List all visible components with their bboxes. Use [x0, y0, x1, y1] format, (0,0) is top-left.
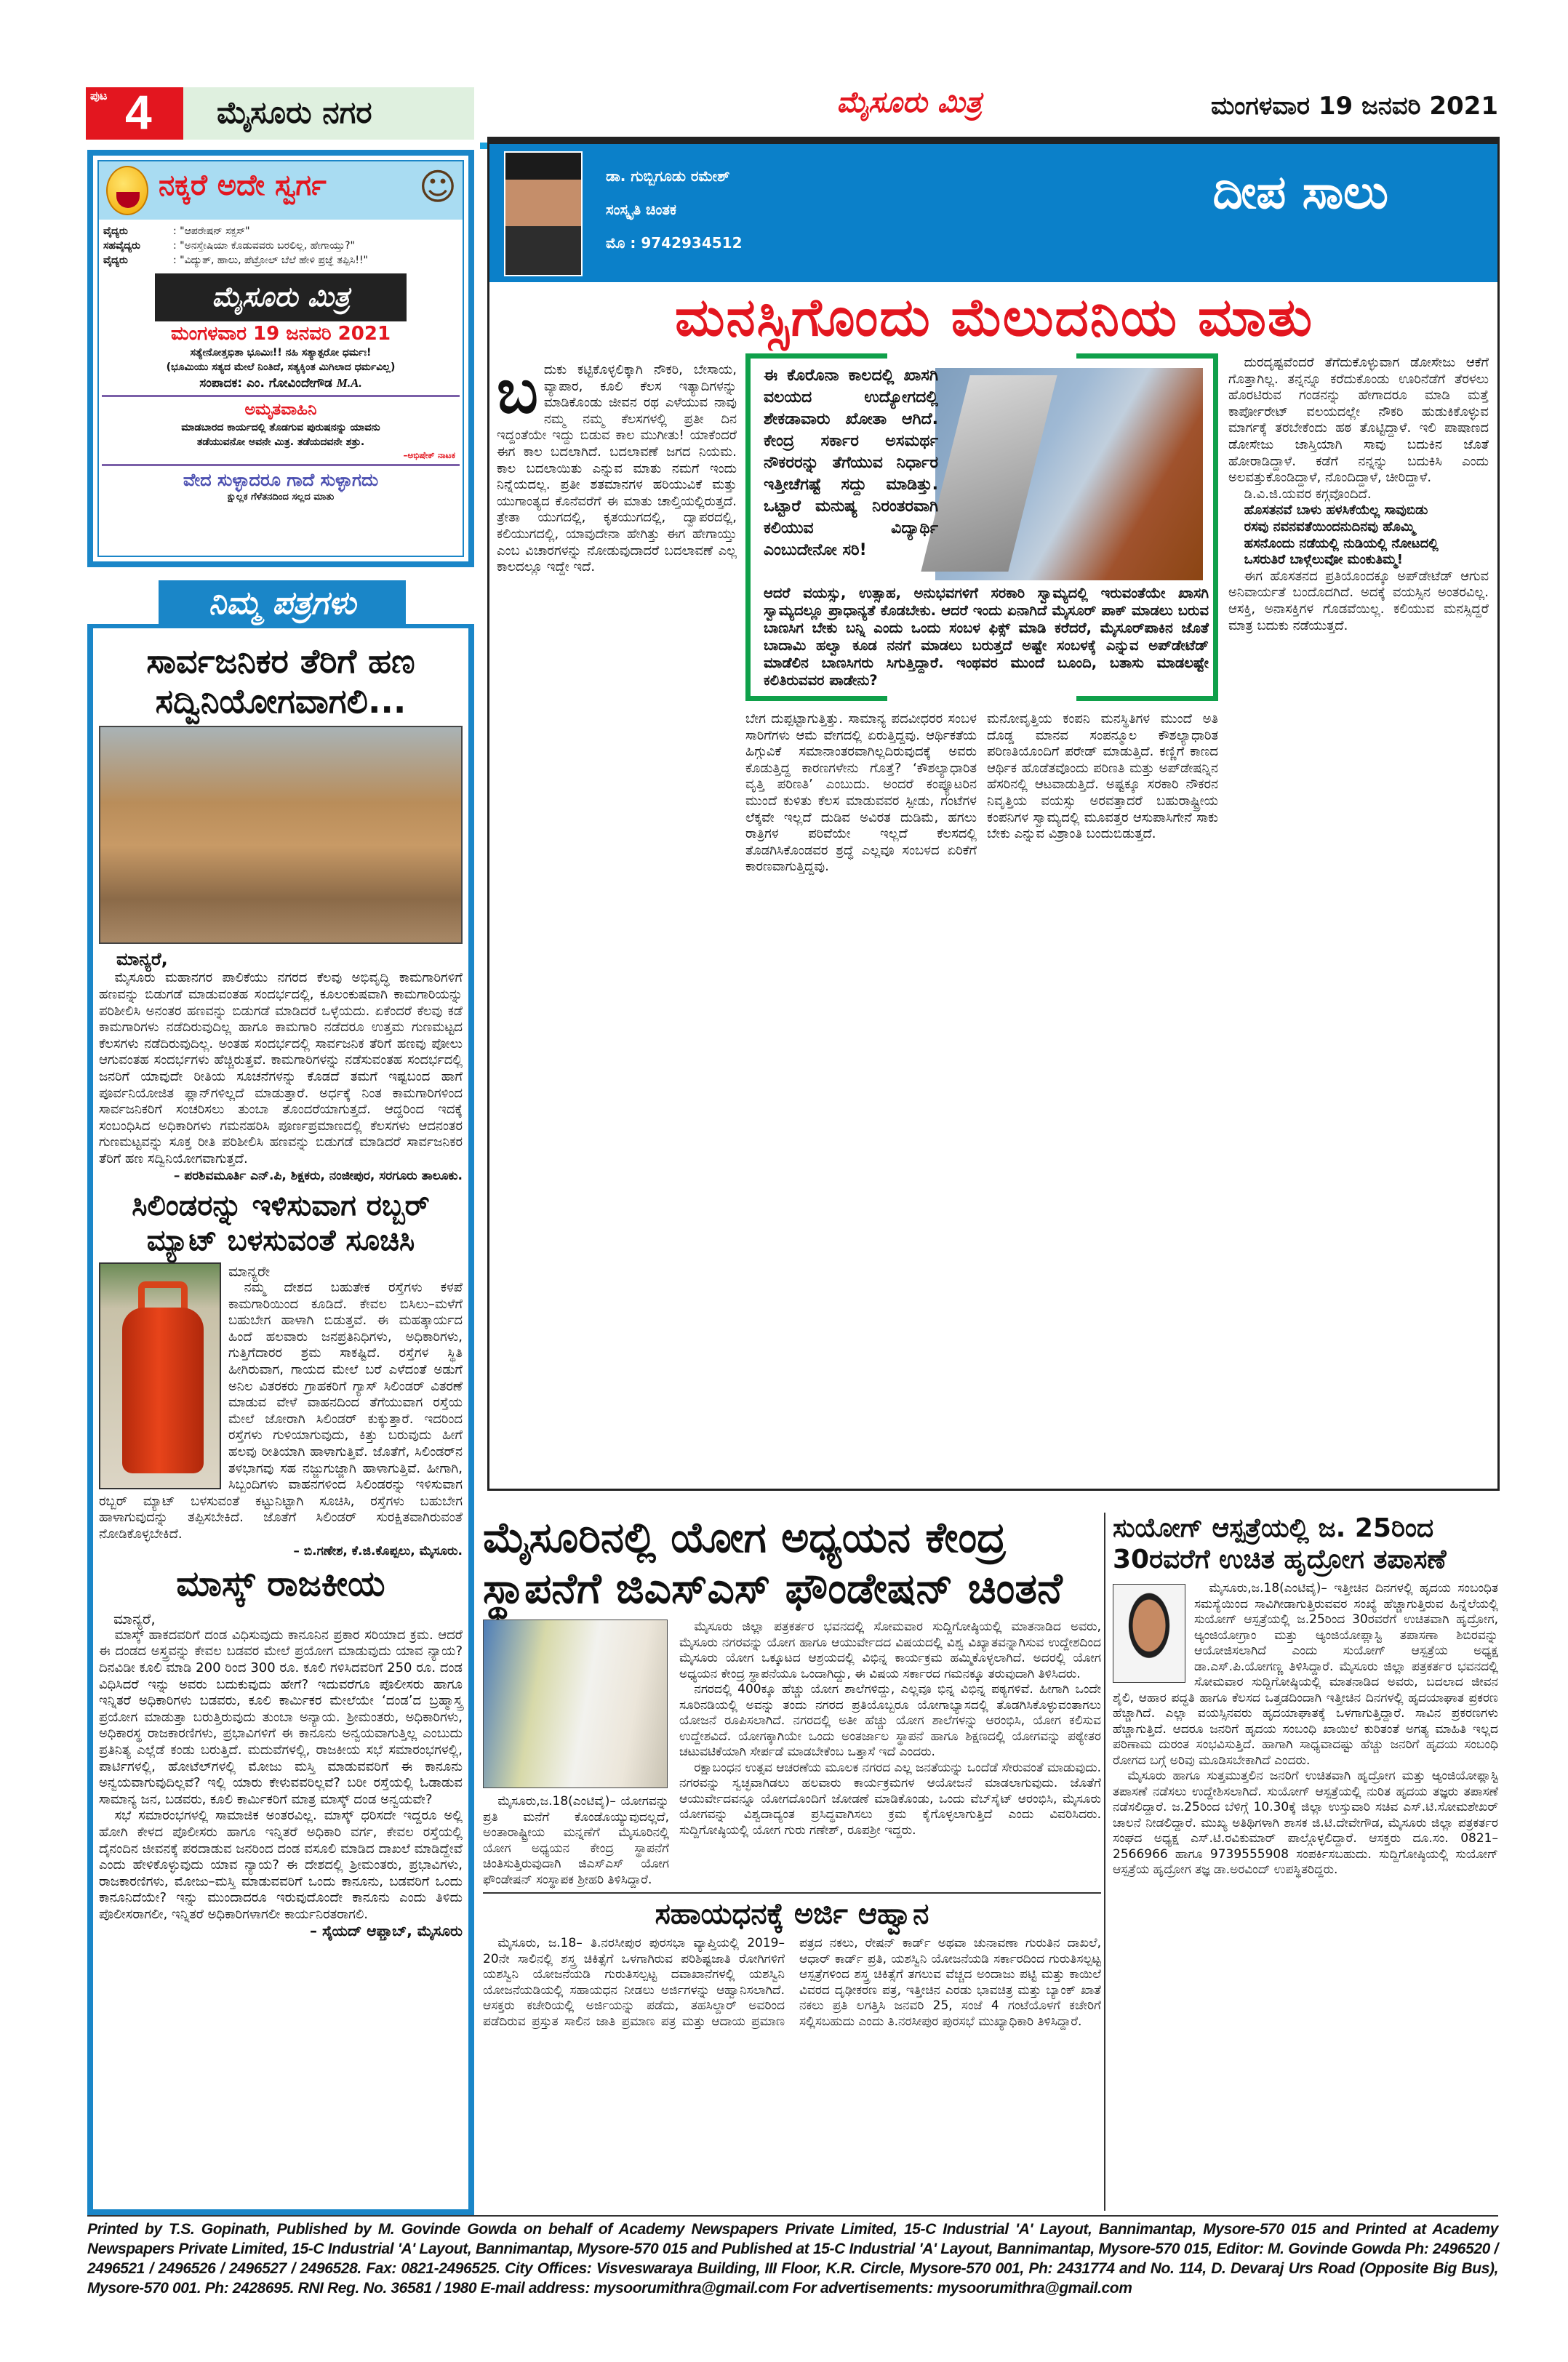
yoga-text: ರಕ್ಷಾಬಂಧನ ಉತ್ಸವ ಆಚರಣೆಯ ಮೂಲಕ ನಗರದ ಎಲ್ಲ ಜನತೆಯನ್ನು ಒಂದೆಡೆ ಸೇರುವಂತೆ ಮಾಡುವುದು. ನಗರವನ್ನು ಸ್ವಚ್ಛವಾಗಿಡಲು ಹಲವಾರು ಕಾರ್ಯಕ್ರಮಗಳ ಆಯೋಜನೆ ಮಾಡಲಾಗುವುದು. ಜೊತೆಗೆ ಆಯುರ್ವೇದವನ್ನೂ ಯೋಗದೊಂದಿಗೆ ಜೋಡಣೆ ಮಾಡಿಕೊಂಡು, ಒಂದು ವೆಬ್‌ಸೈಟ್ ಆರಂಭಿಸಿ, ಮೈಸೂರು ಯೋಗವನ್ನು ವಿಶ್ವದಾದ್ಯಂತ ಪ್ರಸಿದ್ಧವಾಗಿಸಲು ಕ್ರಮ ಕೈಗೊಳ್ಳಲಾಗುತ್ತಿದೆ ಎಂದು ವಿವರಿಸಿದರು. ಸುದ್ದಿಗೋಷ್ಠಿಯಲ್ಲಿ ಯೋಗ ಗುರು ಗಣೇಶ್, ರೂಪಶ್ರೀ ಇದ್ದರು.: [679, 1760, 1101, 1838]
yoga-and-appeal-section: [483, 1513, 1101, 2030]
article-text: ಡಿ.ವಿ.ಜಿ.ಯವರ ಕಗ್ಗವೊಂದಿದೆ.: [1244, 486, 1372, 502]
highlight-box: [745, 353, 1218, 701]
joke-line: [103, 224, 458, 239]
article-text: ದುರದೃಷ್ಟವೆಂದರೆ ತೆಗೆದುಕೊಳ್ಳುವಾಗ ಡೋಸೇಜು ಆಕೆಗೆ ಗೊತ್ತಾಗಿಲ್ಲ. ತನ್ನನ್ನೂ ಕರೆದುಕೊಂಡು ಊರಿನೆಡೆಗೆ ತೆರಳಲು ಹೊರಟಿರುವ ಗಂಡನನ್ನು ಹೇಗಾದರೂ ಮಾಡಿ ಮತ್ತೆ ಕಾರ್ಪೋರೇಟ್ ವಲಯದಲ್ಲೇ ನೌಕರಿ ಹುಡುಕಿಕೊಳ್ಳುವ ಮಾರ್ಗಕ್ಕೆ ತರಬೇಕೆಂದು ಹಠ ತೊಟ್ಟಿದ್ದಾಳೆ. ಇಲಿ ಪಾಷಾಣದ ಡೋಸೇಜು ಜಾಸ್ತಿಯಾಗಿ ಸಾವು ಬದುಕಿನ ಜೊತೆ ಹೋರಾಡಿದ್ದಾಳೆ. ಕಡೆಗೆ ನನ್ನನ್ನು ಬದುಕಿಸಿ ಎಂದು ಅಲವತ್ತುಕೊಂಡಿದ್ದಾಳೆ, ನೊಂದಿದ್ದಾಳೆ, ಚೀರಿದ್ದಾಳೆ.: [1228, 355, 1489, 486]
author-name: ಡಾ. ಗುಬ್ಬಿಗೂಡು ರಮೇಶ್: [606, 167, 730, 185]
hospital-article: [1113, 1581, 1498, 1878]
letter-text: ನಮ್ಮ ದೇಶದ ಬಹುತೇಕ ರಸ್ತೆಗಳು ಕಳಪೆ ಕಾಮಗಾರಿಯಿಂದ ಕೂಡಿದೆ. ಕೇವಲ ಬಿಸಿಲು–ಮಳೆಗೆ ಬಹುಬೇಗ ಹಾಳಾಗಿ ಬಿಡುತ್ತವೆ. ಈ ಮಹತ್ಕಾರ್ಯದ ಹಿಂದೆ ಹಲವಾರು ಜನಪ್ರತಿನಿಧಿಗಳು, ಅಧಿಕಾರಿಗಳು, ಗುತ್ತಿಗೆದಾರರ ಶ್ರಮ ಸಾಕಷ್ಟಿದೆ. ರಸ್ತೆಗಳ ಸ್ಥಿತಿ ಹೀಗಿರುವಾಗ, ಗಾಯದ ಮೇಲೆ ಬರೆ ಎಳೆದಂತೆ ಅಡುಗೆ ಅನಿಲ ವಿತರಕರು ಗ್ರಾಹಕರಿಗೆ ಗ್ಯಾಸ್ ಸಿಲಿಂಡರ್ ವಿತರಣೆ ಮಾಡುವ ವೇಳೆ ವಾಹನದಿಂದ ತೆಗೆಯುವಾಗ ರಸ್ತೆಯ ಮೇಲೆ ಜೋರಾಗಿ ಸಿಲಿಂಡರ್ ಕುಕ್ಕುತ್ತಾರೆ. ಇದರಿಂದ ರಸ್ತೆಗಳು ಗುಳಿಯಾಗುವುದು, ಕಿತ್ತು ಬರುವುದು ಹೀಗೆ ಹಲವು ರೀತಿಯಾಗಿ ಹಾಳಾಗುತ್ತಿವೆ. ಜೊತೆಗೆ, ಸಿಲಿಂಡರ್‌ನ ತಳಭಾಗವು ಸಹ ನಜ್ಜುಗುಜ್ಜಾಗಿ ಹಾಳಾಗುತ್ತಿವೆ. ಹೀಗಾಗಿ, ಸಿಬ್ಬಂದಿಗಳು ವಾಹನಗಳಿಂದ ಸಿಲಿಂಡರನ್ನು ಇಳಿಸುವಾಗ ರಬ್ಬರ್ ಮ್ಯಾಟ್ ಬಳಸುವಂತೆ ಕಟ್ಟುನಿಟ್ಟಾಗಿ ಸೂಚಿಸಿ, ರಸ್ತೆಗಳು ಬಹುಬೇಗ ಹಾಳಾಗುವುದನ್ನು ತಪ್ಪಿಸಬೇಕಿದೆ. ಜೊತೆಗೆ ಸಿಲಿಂಡರ್ ಸುರಕ್ಷಿತವಾಗಿರುವಂತೆ ನೋಡಿಕೊಳ್ಳಬೇಕಿದೆ.: [99, 1280, 463, 1542]
yoga-text: ಮೈಸೂರು ಜಿಲ್ಲಾ ಪತ್ರಕರ್ತರ ಭವನದಲ್ಲಿ ಸೋಮವಾರ ಸುದ್ದಿಗೋಷ್ಠಿಯಲ್ಲಿ ಮಾತನಾಡಿದ ಅವರು, ಮೈಸೂರು ನಗರವನ್ನು ಯೋಗ ಹಾಗೂ ಆಯುರ್ವೇದದ ವಿಷಯದಲ್ಲಿ ವಿಶ್ವ ವಿಖ್ಯಾತವನ್ನಾಗಿಸುವ ಉದ್ದೇಶದಿಂದ ಮೈಸೂರು ಯೋಗ ಒಕ್ಕೂಟದ ಆಶ್ರಯದಲ್ಲಿ ವಿಭಿನ್ನ ಕಾರ್ಯಕ್ರಮ ಹಮ್ಮಿಕೊಳ್ಳಲಾಗಿದೆ. ಅದರಲ್ಲಿ ಯೋಗ ಅಧ್ಯಯನ ಕೇಂದ್ರ ಸ್ಥಾಪನೆಯೂ ಒಂದಾಗಿದ್ದು, ಈ ವಿಷಯ ಸರ್ಕಾರದ ಗಮನಕ್ಕೂ ತರುವುದಾಗಿ ತಿಳಿಸಿದರು.: [679, 1620, 1101, 1681]
letters-header: ನಿಮ್ಮ ಪತ್ರಗಳು: [159, 580, 406, 628]
joke-speaker: ವೈದ್ಯರು: [103, 255, 128, 266]
feature-headline: ಮನಸ್ಸಿಗೊಂದು ಮೆಲುದನಿಯ ಮಾತು: [674, 287, 1314, 348]
page-number-badge: [86, 87, 183, 140]
proverb-title: ವೇದ ಸುಳ್ಳಾದರೂ ಗಾದೆ ಸುಳ್ಳಾಗದು: [183, 470, 379, 490]
letter-headline: ಮಾಸ್ಕ್ ರಾಜಕೀಯ: [176, 1564, 385, 1605]
article-text: ಮನೋವೃತ್ತಿಯ ಕಂಪನಿ ಮನಸ್ಥಿತಿಗಳ ಮುಂದೆ ಅತಿ ದೊಡ್ಡ ಮಾನವ ಸಂಪನ್ಮೂಲ ಕೌಶಲ್ಯಾಧಾರಿತ ಪರಿಣತಿಯೊಂದಿಗೆ ಪರೇಡ್ ಮಾಡುತ್ತಿದೆ. ಕಣ್ಣಿಗೆ ಕಾಣದ ಆರ್ಥಿಕ ಹೊಡೆತವೊಂದು ಪರಿಣತಿ ಮತ್ತು ಅಪ್‌ಡೇಷನ್ನಿನ ಹೆಸರಿನಲ್ಲಿ ಆಟವಾಡುತ್ತಿದೆ. ಅಷ್ಟಕ್ಕೂ ಸರಕಾರಿ ನೌಕರನ ನಿವೃತ್ತಿಯ ವಯಸ್ಸು ಅರವತ್ತಾದರೆ ಬಹುರಾಷ್ಟ್ರೀಯ ಕಂಪನಿಗಳ ಸ್ವಾಮ್ಯದಲ್ಲಿ ಮೂವತ್ತರ ಆಸುಪಾಸಿಗೇನೆ ಸಾಕು ಬೇಕು ಎನ್ನುವ ವಿಶ್ರಾಂತಿ ಬಂದುಬಿಡುತ್ತದೆ.: [987, 711, 1218, 842]
masthead-logo: ಮೈಸೂರು ಮಿತ್ರ: [155, 273, 407, 321]
joke-title: ನಕ್ಕರೆ ಅದೇ ಸ್ವರ್ಗ: [159, 169, 327, 202]
highlight-text: ಆದರೆ ವಯಸ್ಸು, ಉತ್ಸಾಹ, ಅನುಭವಗಳಿಗೆ ಸರಕಾರಿ ಸ್ವಾಮ್ಯದಲ್ಲಿ ಇರುವಂತೆಯೇ ಖಾಸಗಿ ಸ್ವಾಮ್ಯದಲ್ಲೂ ಪ್ರಾಧಾನ್ಯತೆ ಕೊಡಬೇಕು. ಆದರೆ ಇಂದು ಏನಾಗಿದೆ ಮೈಸೂರ್ ಪಾಕ್ ಮಾಡಲು ಬರುವ ಬಾಣಸಿಗ ಬೇಕು ಬನ್ನಿ ಎಂದು ಒಂದು ಸಂಬಳ ಫಿಕ್ಸ್ ಮಾಡಿ ಕರೆದರೆ, ಮೈಸೂರ್‌ಪಾಕಿನ ಜೊತೆ ಬಾದಾಮಿ ಹಲ್ವಾ ಕೂಡ ನನಗೆ ಮಾಡಲು ಬರುತ್ತದೆ ಅಷ್ಟೇ ಸಂಬಳಕ್ಕೆ ಎನ್ನುವ ಅಪ್‌ಡೇಟೆಡ್ ಮಾಡೆಲಿನ ಬಾಣಸಿಗರು ಸಿಗುತ್ತಿದ್ದಾರೆ. ಇಂಥವರ ಮುಂದೆ ಬೂಂದಿ, ಬತಾಸು ಮಾಡಲಷ್ಟೇ ಕಲಿತಿರುವವರ ಪಾಡೇನು?: [764, 585, 1209, 689]
yoga-headline-line: ಸ್ಥಾಪನೆಗೆ ಜಿಎಸ್‌ಎಸ್ ಫೌಂಡೇಷನ್ ಚಿಂತನೆ: [483, 1563, 1063, 1613]
joke-text: : "ಅನಸ್ತೇಷಿಯಾ ಕೊಡುವವರು ಬರಲಿಲ್ಲ, ಹೇಗಾಯ್ತು?": [173, 240, 355, 252]
article-text: ಬೇಗ ದುಪ್ಪಟ್ಟಾಗುತ್ತಿತ್ತು. ಸಾಮಾನ್ಯ ಪದವೀಧರರ ಸಂಬಳ ಸಾರಿಗೆಗಳು ಆಮೆ ವೇಗದಲ್ಲಿ ಏರುತ್ತಿದ್ದವು. ಆರ್ಥಿಕತೆಯ ಹಿಗ್ಗುವಿಕೆ ಸಮಾನಾಂತರವಾಗಿಲ್ಲದಿರುವುದಕ್ಕೆ ಅವರು ಕೊಡುತ್ತಿದ್ದ ಕಾರಣಗಳೇನು ಗೊತ್ತೆ? ‘ಕೌಶಲ್ಯಾಧಾರಿತ ವೃತ್ತಿ ಪರಿಣತಿ’ ಎಂಬುದು. ಅಂದರೆ ಕಂಪ್ಯೂಟರಿನ ಮುಂದೆ ಕುಳಿತು ಕೆಲಸ ಮಾಡುವವರ ಸ್ಪೀಡು, ಗಂಟೆಗಳ ಲೆಕ್ಕವೇ ಇಲ್ಲದೆ ದುಡಿವ ಅವಿರತ ದುಡಿಮೆ, ಹಗಲು ರಾತ್ರಿಗಳ ಪರಿವೆಯೇ ಇಲ್ಲದೆ ಕೆಲಸದಲ್ಲಿ ತೊಡಗಿಸಿಕೊಂಡವರ ಶ್ರದ್ಧೆ ಎಲ್ಲವೂ ಸಂಬಳದ ಏರಿಕೆಗೆ ಕಾರಣವಾಗುತ್ತಿದ್ದವು.: [745, 711, 977, 875]
divider: [102, 464, 460, 466]
column-name: ದೀಪ ಸಾಲು: [1212, 166, 1388, 220]
hospital-section: [1113, 1513, 1498, 1878]
column-banner: [489, 144, 1497, 287]
poem-line: ಹಸನೊಂದು ನಡೆಯಲ್ಲಿ ನುಡಿಯಲ್ಲಿ ನೋಟದಲ್ಲಿ: [1244, 535, 1439, 551]
article-column: [745, 711, 977, 876]
yoga-column: [483, 1620, 669, 1888]
amrutavahini-line: ತಡೆಯುವನೋ ಅವನೇ ಮಿತ್ರ. ತಡೆಯದವನೇ ಶತ್ರು.: [196, 436, 365, 448]
cartoon-man-icon: ☺: [418, 166, 457, 208]
letter-text: ಮೈಸೂರು ಮಹಾನಗರ ಪಾಲಿಕೆಯು ನಗರದ ಕೆಲವು ಅಭಿವೃದ್ಧಿ ಕಾಮಗಾರಿಗಳಿಗೆ ಹಣವನ್ನು ಬಿಡುಗಡೆ ಮಾಡುವಂತಹ ಸಂದರ್ಭದಲ್ಲಿ, ಕೂಲಂಕುಷವಾಗಿ ಕಾಮಗಾರಿಯನ್ನು ಪರಿಶೀಲಿಸಿ ಅನಂತರ ಹಣವನ್ನು ಬಿಡುಗಡೆ ಮಾಡಿದರೆ ಒಳ್ಳೆಯದು. ಏಕೆಂದರೆ ಕೆಲವು ಕಡೆ ಕಾಮಗಾರಿಗಳು ನಡೆದಿರುವುದಿಲ್ಲ ಹಾಗೂ ಕಾಮಗಾರಿ ನಡೆದರೂ ಉತ್ತಮ ಗುಣಮಟ್ಟದ ಕೆಲಸಗಳು ನಡೆದಿರುವುದಿಲ್ಲ. ಅಂತಹ ಸಂದರ್ಭದಲ್ಲಿ ಸಾರ್ವಜನಿಕ ತೆರಿಗೆ ಹಣವು ಪೋಲು ಆಗುವಂತಹ ಸಂದರ್ಭಗಳು ಹೆಚ್ಚಿರುತ್ತವೆ. ಕಾಮಗಾರಿಗಳನ್ನು ನಡೆಸುವಂತಹ ಸಂದರ್ಭದಲ್ಲಿ ಜನರಿಗೆ ಯಾವುದೇ ರೀತಿಯ ಸೂಚನೆಗಳನ್ನು ಕೊಡದೆ ತಮಗೆ ಇಷ್ಟಬಂದ ಹಾಗೆ ಪೂರ್ವನಿಯೋಜಿತ ಪ್ಲಾನ್‌ಗಳಿಲ್ಲದೆ ಮಾಡುತ್ತಾರೆ. ಅರ್ಧಕ್ಕೆ ನಿಂತ ಕಾಮಗಾರಿಗಳಿಂದ ಸಾರ್ವಜನಿಕರಿಗೆ ಸಂಚರಿಸಲು ತುಂಬಾ ತೊಂದರೆಯಾಗುತ್ತದೆ. ಆದ್ದರಿಂದ ಇದಕ್ಕೆ ಸಂಬಂಧಿಸಿದ ಅಧಿಕಾರಿಗಳು ಗಮನಹರಿಸಿ ಪೂರ್ಣಪ್ರಮಾಣದಲ್ಲಿ ಕೆಲಸಗಳು ಆದನಂತರ ಗುಣಮಟ್ಟವನ್ನು ಸೂಕ್ತ ರೀತಿ ಪರಿಶೀಲಿಸಿ ಹಣವನ್ನು ಬಿಡುಗಡೆ ಮಾಡಿದರೆ ಸಾರ್ವಜನಿಕರ ತೆರಿಗೆ ಹಣ ಸದ್ವಿನಿಯೋಗವಾಗುತ್ತದೆ.: [99, 970, 463, 1166]
joke-dialogue: [99, 220, 463, 268]
press-meet-photo: [483, 1620, 668, 1788]
letter-signature: – ಬಿ.ಗಣೇಶ, ಕೆ.ಜಿ.ಕೊಪ್ಪಲು, ಮೈಸೂರು.: [293, 1543, 463, 1558]
yoga-text: ನಗರದಲ್ಲಿ 400ಕ್ಕೂ ಹೆಚ್ಚು ಯೋಗ ಶಾಲೆಗಳಿದ್ದು, ಎಲ್ಲವೂ ಭಿನ್ನ ವಿಭಿನ್ನ ಪಠ್ಯಗಳಿವೆ. ಹೀಗಾಗಿ ಒಂದೇ ಸೂರಿನಡಿಯಲ್ಲಿ ಅವನ್ನು ತಂದು ನಗರದ ಪ್ರತಿಯೊಬ್ಬರೂ ಯೋಗಾಭ್ಯಾಸದಲ್ಲಿ ತೊಡಗಿಸಿಕೊಳ್ಳುವಂತಾಗಲು ಯೋಜನೆ ರೂಪಿಸಲಾಗಿದೆ. ನಗರದಲ್ಲಿ ಅತೀ ಹೆಚ್ಚು ಯೋಗ ಶಾಲೆಗಳನ್ನು ಆರಂಭಿಸಿ, ಯೋಗ ಕಲಿಸುವ ಉದ್ದೇಶವಿದೆ. ಯೋಗಕ್ಕಾಗಿಯೇ ಒಂದು ಅಂತರ್ಜಾಲ ಸ್ಥಾಪನೆ ಹಾಗೂ ಶಿಕ್ಷಣದಲ್ಲಿ ಯೋಗವನ್ನು ಪಠ್ಯೇತರ ಚಟುವಟಿಕೆಯಾಗಿ ಸೇರ್ಪಡೆ ಮಾಡಬೇಕೆಂಬ ಒತ್ತಾಸೆ ಇದೆ ಎಂದರು.: [679, 1682, 1101, 1760]
divider: [102, 395, 460, 397]
motto-sanskrit: ಸತ್ಯೇನೋತ್ತಭಿತಾ ಭೂಮಿಃ!! ನಹಿ ಸತ್ಯಾತ್ಪರೋ ಧರ್ಮಃ!: [190, 347, 372, 359]
hospital-headline-line: ಸುಯೋಗ್ ಆಸ್ಪತ್ರೆಯಲ್ಲಿ ಜ. 25ರಿಂದ: [1113, 1513, 1434, 1543]
yoga-article: [483, 1620, 1101, 1888]
joke-speaker: ಸಹವೈದ್ಯರು: [103, 240, 140, 252]
page-label: ಪುಟ: [90, 89, 108, 103]
imprint-footer: Printed by T.S. Gopinath, Published by M. Govinde Gowda on behalf of Academy Newspapers Private Limited, 15-C Industrial 'A' Layout, Bannimantap, Mysore-570 015 and Printed at Academy Newspapers Private Limited, 15-C Industrial 'A' Layout, Bannimantap, Mysore-570 015 and Published at 15-C Industrial 'A' Layout, Bannimantap, Mysore-570 015, Editor: M. Govinde Gowda Ph: 2496520 / 2496521 / 2496526 / 2496527 / 2496528. Fax: 0821-2496525. City Offices: Visveswaraya Building, III Floor, K.R. Circle, Mysore-570 001, Ph: 2431774 and No. 114, D. Devaraj Urs Road (Opposite Big Bus), Mysore-570 001. Ph: 2428695. RNI Reg. No. 36581 / 1980 E-mail address: mysoorumithra@gmail.com For advertisements: mysoorumithra@gmail.com: [87, 2221, 1498, 2297]
article-text: ಈಗ ಹೊಸತನದ ಪ್ರತಿಯೊಂದಕ್ಕೂ ಅಪ್‌ಡೇಟೆಡ್ ಆಗುವ ಅನಿವಾರ್ಯತೆ ಬಂದೊದಗಿದೆ. ಅದಕ್ಕೆ ವಯಸ್ಸಿನ ಅಂತರವಿಲ್ಲ. ಆಸಕ್ತಿ, ಅನಾಸಕ್ತಿಗಳ ಗೊಡವೆಯಿಲ್ಲ. ಕಲಿಯುವ ಮನಸ್ಸಿದ್ದರೆ ಮಾತ್ರ ಬದುಕು ನಡೆಯುತ್ತದೆ.: [1228, 568, 1489, 633]
drop-cap: ಬ: [497, 356, 538, 427]
column-rule: [1104, 1513, 1105, 2211]
letter-signature: – ಪರಶಿವಮೂರ್ತಿ ಎನ್.ಪಿ, ಶಿಕ್ಷಕರು, ನಂಜೀಪುರ, ಸರಗೂರು ತಾಲೂಕು.: [173, 1168, 463, 1183]
yoga-headline: [483, 1513, 1101, 1614]
appeal-text: ಮೈಸೂರು, ಜ.18– ತಿ.ನರಸೀಪುರ ಪುರಸಭಾ ವ್ಯಾಪ್ತಿಯಲ್ಲಿ 2019–20ನೇ ಸಾಲಿನಲ್ಲಿ ಶಸ್ತ್ರ ಚಿಕಿತ್ಸೆಗೆ ಒಳಗಾಗಿರುವ ಪರಿಶಿಷ್ಟಜಾತಿ ರೋಗಿಗಳಿಗೆ ಯಶಸ್ವಿನಿ ಯೋಜನೆಯಡಿ ಗುರುತಿಸಲ್ಪಟ್ಟ ದವಾಖಾನೆಗಳಲ್ಲಿ ಯಶಸ್ವಿನಿ ಯೋಜನೆಯಡಿಯಲ್ಲಿ ಸಹಾಯಧನ ನೀಡಲು ಅರ್ಜಿಗಳನ್ನು ಆಹ್ವಾನಿಸಲಾಗಿದೆ. ಆಸಕ್ತರು ಕಚೇರಿಯಲ್ಲಿ ಅರ್ಜಿಯನ್ನು ಪಡೆದು, ತಹಸಿಲ್ದಾರ್ ಅವರಿಂದ ಪಡೆದಿರುವ ಪ್ರಸ್ತುತ ಸಾಲಿನ ಜಾತಿ ಪ್ರಮಾಣ ಪತ್ರ ಮತ್ತು ಆದಾಯ ಪ್ರಮಾಣ ಪತ್ರದ ನಕಲು, ರೇಷನ್ ಕಾರ್ಡ್ ಅಥವಾ ಚುನಾವಣಾ ಗುರುತಿನ ದಾಖಲೆ, ಆಧಾರ್ ಕಾರ್ಡ್ ಪ್ರತಿ, ಯಶಸ್ವಿನಿ ಯೋಜನೆಯಡಿ ಸರ್ಕಾರದಿಂದ ಗುರುತಿಸಲ್ಪಟ್ಟ ಆಸ್ಪತ್ರೆಗಳಿಂದ ಶಸ್ತ್ರ ಚಿಕಿತ್ಸೆಗೆ ತಗಲುವ ವೆಚ್ಚದ ಅಂದಾಜು ಪಟ್ಟಿ ಮತ್ತು ಕಾಯಿಲೆ ವಿವರದ ದೃಢೀಕರಣ ಪತ್ರ, ಇತ್ತೀಚಿನ ಎರಡು ಭಾವಚಿತ್ರ ಮತ್ತು ಬ್ಯಾಂಕ್ ಖಾತೆ ನಕಲು ಪ್ರತಿ ಲಗತ್ತಿಸಿ ಜನವರಿ 25, ಸಂಜೆ 4 ಗಂಟೆಯೊಳಗೆ ಕಚೇರಿಗೆ ಸಲ್ಲಿಸಬಹುದು ಎಂದು ತಿ.ನರಸೀಪುರ ಪುರಸಭೆ ಮುಖ್ಯಾಧಿಕಾರಿ ತಿಳಿಸಿದ್ದಾರೆ.: [483, 1936, 1101, 2029]
section-title: ಮೈಸೂರು ನಗರ: [183, 87, 474, 140]
article-column: [497, 356, 737, 576]
article-column: [987, 711, 1218, 843]
letter-text: ಮಾಸ್ಕ್ ಹಾಕದವರಿಗೆ ದಂಡ ವಿಧಿಸುವುದು ಕಾನೂನಿನ ಪ್ರಕಾರ ಸರಿಯಾದ ಕ್ರಮ. ಆದರೆ ಈ ದಂಡದ ಅಸ್ತ್ರವನ್ನು ಕೇವಲ ಬಡವರ ಮೇಲೆ ಪ್ರಯೋಗ ಮಾಡುವುದು ಯಾವ ನ್ಯಾಯ? ದಿನವಿಡೀ ಕೂಲಿ ಮಾಡಿ 200 ರಿಂದ 300 ರೂ. ಕೂಲಿ ಗಳಿಸಿದವರಿಗೆ 250 ರೂ. ದಂಡ ವಿಧಿಸಿದರೆ ಇನ್ನು ಅವರು ಬದುಕುವುದು ಹೇಗೆ? ಇದುವರೆಗೂ ಪೊಲೀಸರು ಹಾಗೂ ಇನ್ನಿತರೆ ಅಧಿಕಾರಿಗಳು ಬಡವರು, ಕೂಲಿ ಕಾರ್ಮಿಕರ ಮೇಲೆಯೇ ‘ದಂಡ’ದ ಬ್ರಹ್ಮಾಸ್ತ್ರ ಪ್ರಯೋಗ ಮಾಡುತ್ತಾ ಬರುತ್ತಿರುವುದು ತುಂಬಾ ಅನ್ಯಾಯ. ಶ್ರೀಮಂತರು, ಅಧಿಕಾರಿಗಳು, ಅಧಿಕಾರಸ್ಥ ರಾಜಕಾರಣಿಗಳು, ಪ್ರಭಾವಿಗಳಿಗೆ ಈ ಕಾನೂನು ಅನ್ವಯವಾಗುತ್ತಿಲ್ಲ ಎಂಬುದು ಪ್ರತಿನಿತ್ಯ ಎಲ್ಲೆಡೆ ಕಂಡು ಬರುತ್ತಿದೆ. ಮದುವೆಗಳಲ್ಲಿ, ರಾಜಕೀಯ ಸಭೆ ಸಮಾರಂಭಗಳಲ್ಲಿ, ಪಾರ್ಟಿಗಳಲ್ಲಿ, ಹೋಟೆಲ್‌ಗಳಲ್ಲಿ ಮೋಜು ಮಸ್ತಿ ಮಾಡುವವರಿಗೆ ಈ ಕಾನೂನು ಅನ್ವಯವಾಗುವುದಿಲ್ಲವೆ? ಇಲ್ಲಿ ಯಾರು ಕೇಳುವವರಿಲ್ಲವೆ? ಬರೀ ರಸ್ತೆಯಲ್ಲಿ ಓಡಾಡುವ ಸಾಮಾನ್ಯ ಜನ, ಬಡವರು, ಕೂಲಿ ಕಾರ್ಮಿಕರಿಗೆ ಮಾತ್ರ ಮಾಸ್ಕ್ ದಂಡ ಅನ್ವಯವೇ?: [99, 1627, 463, 1807]
article-column: [1228, 355, 1489, 634]
article-text: ದುಕು ಕಟ್ಟಿಕೊಳ್ಳಲಿಕ್ಕಾಗಿ ನೌಕರಿ, ಬೇಸಾಯ, ವ್ಯಾಪಾರ, ಕೂಲಿ ಕೆಲಸ ಇತ್ಯಾದಿಗಳನ್ನು ಮಾಡಿಕೊಂಡು ಜೀವನ ರಥ ಎಳೆಯುವ ನಾವು ನಮ್ಮ ನಮ್ಮ ಕೆಲಸಗಳಲ್ಲಿ ಪ್ರತೀ ದಿನ ಇದ್ದಂತೆಯೇ ಇದ್ದು ಬಿಡುವ ಕಾಲ ಮುಗೀತು! ಯಾಕೆಂದರೆ ಈಗ ಕಾಲ ಬದಲಾಗಿದೆ. ಬದಲಾವಣೆ ಜಗದ ನಿಯಮ. ಕಾಲ ಬದಲಾಯಿತು ಎನ್ನುವ ಮಾತು ನಮಗೆ ಇಂದು ನಿನ್ನೆಯದಲ್ಲ. ಪ್ರತೀ ಶತಮಾನಗಳ ಹರಿಯುವಿಕೆ ಮತ್ತು ಯುಗಾಂತ್ಯದ ಕೊನೆವರೆಗೆ ಈ ಮಾತು ಚಾಲ್ತಿಯಲ್ಲಿರುತ್ತದೆ. ತ್ರೇತಾ ಯುಗದಲ್ಲಿ, ಕೃತಯುಗದಲ್ಲಿ, ದ್ವಾಪರದಲ್ಲಿ, ಕಲಿಯುಗದಲ್ಲಿ, ಯಾವುದೇನಾ ಹೇಗಿತ್ತು ಈಗ ಹೇಗಾಯ್ತು ಎಂಬ ವಿಚಾರಗಳನ್ನು ನೋಡುವುದಾದರೆ ಬದಲಾವಣೆ ಎಲ್ಲ ಕಾಲದಲ್ಲೂ ಇದ್ದೇ ಇದೆ.: [497, 362, 737, 575]
letter-salutation: ಮಾನ್ಯರೆ,: [113, 1609, 156, 1628]
poem-line: ಹೊಸತನವೆ ಬಾಳು ಹಳಸಿಕೆಯೆಲ್ಲ ಸಾವುಬಿಡು: [1244, 503, 1428, 519]
editor-degree: M.A.: [336, 376, 362, 390]
letter-text: ಸಭೆ ಸಮಾರಂಭಗಳಲ್ಲಿ ಸಾಮಾಜಿಕ ಅಂತರವಿಲ್ಲ. ಮಾಸ್ಕ್ ಧರಿಸದೇ ಇದ್ದರೂ ಅಲ್ಲಿ ಹೋಗಿ ಕೇಳದ ಪೊಲೀಸರು ಹಾಗೂ ಇನ್ನಿತರೆ ಅಧಿಕಾರಿ ವರ್ಗ, ಕೇವಲ ರಸ್ತೆಯಲ್ಲಿ ದೈನಂದಿನ ಜೀವನಕ್ಕೆ ಪರದಾಡುವ ಜನರಿಂದ ದಂಡ ವಸೂಲಿ ಮಾಡಿದ ದಾಖಲೆ ಮಾಡಿದ್ದೇವೆ ಎಂದು ಹೇಳಿಕೊಳ್ಳುವುದು ಯಾವ ನ್ಯಾಯ? ಈ ದೇಶದಲ್ಲಿ ಶ್ರೀಮಂತರು, ಪ್ರಭಾವಿಗಳು, ರಾಜಕಾರಣಿಗಳು, ಮೋಜು–ಮಸ್ತಿ ಮಾಡುವವರಿಗೆ ಒಂದು ಕಾನೂನು, ಬಡವರಿಗೆ ಒಂದು ಕಾನೂನಿದೆಯೇ? ಇನ್ನು ಮುಂದಾದರೂ ಇರುವುದೊಂದೇ ಕಾನೂನು ಎಂದು ತಿಳಿದು ಪೊಲೀಸರಾಗಲೀ, ಇನ್ನಿತರೆ ಅಧಿಕಾರಿಗಳಾಗಲೀ ಕಾರ್ಯನಿರತರಾಗಲಿ.: [99, 1808, 463, 1922]
highlight-text: ಈ ಕೊರೊನಾ ಕಾಲದಲ್ಲಿ ಖಾಸಗಿ ವಲಯದ ಉದ್ಯೋಗದಲ್ಲಿ ಶೇಕಡಾವಾರು ಖೋತಾ ಆಗಿದೆ. ಕೇಂದ್ರ ಸರ್ಕಾರ ಅಸಮರ್ಥ ನೌಕರರನ್ನು ತೆಗೆಯುವ ನಿರ್ಧಾರ ಇತ್ತೀಚೆಗಷ್ಟೆ ಸದ್ದು ಮಾಡಿತ್ತು. ಒಟ್ಟಾರೆ ಮನುಷ್ಯ ನಿರಂತರವಾಗಿ ಕಲಿಯುವ ವಿದ್ಯಾರ್ಥಿ ಎಂಬುದೇನೋ ಸರಿ!: [764, 367, 938, 559]
road-work-photo: [99, 726, 463, 944]
hospital-text: ಮೈಸೂರು,ಜ.18(ಎಂಟಿವೈ)– ಇತ್ತೀಚಿನ ದಿನಗಳಲ್ಲಿ ಹೃದಯ ಸಂಬಂಧಿತ ಸಮಸ್ಯೆಯಿಂದ ಸಾವಿಗೀಡಾಗುತ್ತಿರುವವರ ಸಂಖ್ಯೆ ಹೆಚ್ಚಾಗುತ್ತಿರುವ ಹಿನ್ನೆಲೆಯಲ್ಲಿ ಸುಯೋಗ್ ಆಸ್ಪತ್ರೆಯಲ್ಲಿ ಜ.25ರಿಂದ 30ರವರೆಗೆ ಉಚಿತವಾಗಿ ಹೃದ್ರೋಗ, ಆ್ಯಂಜಿಯೋಗ್ರಾಂ ಮತ್ತು ಆ್ಯಂಜಿಯೋಪ್ಲಾಸ್ಟಿ ತಪಾಸಣಾ ಶಿಬಿರವನ್ನು ಆಯೋಜಿಸಲಾಗಿದೆ ಎಂದು ಸುಯೋಗ್ ಆಸ್ಪತ್ರೆಯ ಅಧ್ಯಕ್ಷ ಡಾ.ಎಸ್.ಪಿ.ಯೋಗಣ್ಣ ತಿಳಿಸಿದ್ದಾರೆ. ಮೈಸೂರು ಜಿಲ್ಲಾ ಪತ್ರಕರ್ತರ ಭವನದಲ್ಲಿ ಸೋಮವಾರ ಸುದ್ದಿಗೋಷ್ಠಿಯಲ್ಲಿ ಮಾತನಾಡಿದ ಅವರು, ಬದಲಾದ ಜೀವನ ಶೈಲಿ, ಆಹಾರ ಪದ್ಧತಿ ಹಾಗೂ ಕೆಲಸದ ಒತ್ತಡದಿಂದಾಗಿ ಇತ್ತೀಚಿನ ದಿನಗಳಲ್ಲಿ ಹೃದಯಾಘಾತ ಪ್ರಕರಣ ಹೆಚ್ಚಾಗಿದೆ. ಎಲ್ಲಾ ವಯಸ್ಸಿನವರು ಹೃದಯಾಘಾತಕ್ಕೆ ಒಳಗಾಗುತ್ತಿದ್ದಾರೆ. ಸಾವಿನ ಪ್ರಕರಣಗಳು ಹೆಚ್ಚಾಗುತ್ತಿದೆ. ಆದರೂ ಜನರಿಗೆ ಹೃದಯ ಸಂಬಂಧಿ ಖಾಯಿಲೆ ಕುರಿತಂತೆ ಅಗತ್ಯ ಮಾಹಿತಿ ಇಲ್ಲದ ಪರಿಣಾಮ ದುರಂತ ಸಂಭವಿಸುತ್ತಿದೆ. ಹಾಗಾಗಿ ಸಾಧ್ಯವಾದಷ್ಟು ಹೆಚ್ಚು ಜನರಿಗೆ ಹೃದಯ ಸಂಬಂಧಿ ರೋಗದ ಬಗ್ಗೆ ಅರಿವು ಮೂಡಿಸಬೇಕಾಗಿದೆ ಎಂದರು.: [1113, 1581, 1498, 1768]
letter-salutation: ಮಾನ್ಯರೇ: [228, 1262, 271, 1281]
appeal-headline: ಸಹಾಯಧನಕ್ಕೆ ಅರ್ಜಿ ಆಹ್ವಾನ: [655, 1897, 929, 1931]
section-rule: [483, 1892, 1101, 1894]
doctor-photo: [1113, 1584, 1185, 1683]
amrutavahini-line: ಮಾಡಬಾರದ ಕಾರ್ಯದಲ್ಲಿ ತೊಡಗುವ ಪುರುಷನನ್ನು ಯಾವನು: [181, 422, 380, 433]
hospital-text: ಮೈಸೂರು ಹಾಗೂ ಸುತ್ತಮುತ್ತಲಿನ ಜನರಿಗೆ ಉಚಿತವಾಗಿ ಹೃದ್ರೋಗ ಮತ್ತು ಆ್ಯಂಜಿಯೋಪ್ಲಾಸ್ಟಿ ತಪಾಸಣೆ ನಡೆಸಲು ಉದ್ದೇಶಿಸಲಾಗಿದೆ. ಸುಯೋಗ್ ಆಸ್ಪತ್ರೆಯಲ್ಲಿ ನುರಿತ ಹೃದಯ ತಜ್ಞರು ತಪಾಸಣೆ ನಡೆಸಲಿದ್ದಾರೆ. ಜ.25ರಿಂದ ಬೆಳಿಗ್ಗೆ 10.30ಕ್ಕೆ ಜಿಲ್ಲಾ ಉಸ್ತುವಾರಿ ಸಚಿವ ಎಸ್.ಟಿ.ಸೋಮಶೇಖರ್ ಚಾಲನೆ ನೀಡಲಿದ್ದಾರೆ. ಮುಖ್ಯ ಅತಿಥಿಗಳಾಗಿ ಶಾಸಕ ಜಿ.ಟಿ.ದೇವೇಗೌಡ, ಮೈಸೂರು ಜಿಲ್ಲಾ ಪತ್ರಕರ್ತರ ಸಂಘದ ಅಧ್ಯಕ್ಷ ಎಸ್.ಟಿ.ರವಿಕುಮಾರ್ ಪಾಲ್ಗೊಳ್ಳಲಿದ್ದಾರೆ. ಆಸಕ್ತರು ದೂ.ಸಂ. 0821–2566966 ಹಾಗೂ 9739555908 ಸಂಪರ್ಕಿಸಬಹುದು. ಸುದ್ದಿಗೋಷ್ಠಿಯಲ್ಲಿ ಸುಯೋಗ್ ಆಸ್ಪತ್ರೆಯ ಹೃದ್ರೋಗ ತಜ್ಞ ಡಾ.ಅರವಿಂದ್ ಉಪಸ್ಥಿತರಿದ್ದರು.: [1113, 1769, 1498, 1878]
footer-rule: [87, 2215, 1498, 2217]
yoga-text: ಮೈಸೂರು,ಜ.18(ಎಂಟಿವೈ)– ಯೋಗವನ್ನು ಪ್ರತಿ ಮನೆಗೆ ಕೊಂಡೊಯ್ಯುವುದಲ್ಲದೆ, ಅಂತಾರಾಷ್ಟ್ರೀಯ ಮನ್ನಣೆಗೆ ಮೈಸೂರಿನಲ್ಲಿ ಯೋಗ ಅಧ್ಯಯನ ಕೇಂದ್ರ ಸ್ಥಾಪನೆಗೆ ಚಿಂತಿಸುತ್ತಿರುವುದಾಗಿ ಜಿಎಸ್‌ಎಸ್ ಯೋಗ ಫೌಂಡೇಷನ್ ಸಂಸ್ಥಾಪಕ ಶ್ರೀಹರಿ ತಿಳಿಸಿದ್ದಾರೆ.: [483, 1794, 669, 1887]
amrutavahini-title: ಅಮೃತವಾಹಿನಿ: [244, 401, 317, 419]
laughing-face-icon: [106, 166, 148, 215]
joke-speaker: ವೈದ್ಯರು: [103, 225, 128, 237]
article-paragraph: [497, 356, 737, 576]
letter-headline: ಸಿಲಿಂಡರನ್ನು ಇಳಿಸುವಾಗ ರಬ್ಬರ್ ಮ್ಯಾಟ್ ಬಳಸುವಂತೆ ಸೂಚಿಸಿ: [132, 1189, 430, 1258]
editorial-box: [87, 150, 474, 567]
yoga-headline-line: ಮೈಸೂರಿನಲ್ಲಿ ಯೋಗ ಅಧ್ಯಯನ ಕೇಂದ್ರ: [483, 1513, 1007, 1562]
issue-date: ಮಂಗಳವಾರ 19 ಜನವರಿ 2021: [1210, 92, 1498, 121]
author-photo: [504, 151, 583, 276]
joke-line: [103, 253, 458, 268]
author-phone: ಮೊ : 9742934512: [606, 234, 743, 252]
letter-signature: – ಸೈಯದ್ ಆಫ್ತಾಬ್, ಮೈಸೂರು: [310, 1922, 463, 1940]
hospital-headline: [1113, 1513, 1498, 1575]
amrutavahini-source: –ಅಭಿಷೇಕ್ ನಾಟಕ: [403, 450, 455, 460]
editor-credit: [99, 375, 463, 392]
yoga-column: [679, 1620, 1101, 1888]
letters-section: [87, 624, 474, 2215]
newspaper-logo: ಮೈಸೂರು ಮಿತ್ರ: [836, 86, 982, 119]
page-number: 4: [125, 85, 152, 139]
joke-line: [103, 239, 458, 253]
motto-translation: (ಭೂಮಿಯು ಸತ್ಯದ ಮೇಲೆ ನಿಂತಿದೆ, ಸತ್ಯಕ್ಕಿಂತ ಮಿಗಿಲಾದ ಧರ್ಮವಿಲ್ಲ): [166, 361, 396, 373]
poem-line: ರಸವು ನವನವತೆಯಿಂದನುದಿನವು ಹೊಮ್ಮಿ: [1244, 519, 1415, 535]
poem-line: ಒಸರುತಿರೆ ಬಾಳ್ಗೆಲುವೋ ಮಂಕುತಿಮ್ಮ!: [1244, 552, 1403, 568]
gas-cylinder-photo: [99, 1262, 221, 1489]
proverb-meaning: ಕ್ಷುಲ್ಲಕ ಗೆಳೆತನದಿಂದ ಸಲ್ಲದ ಮಾತು: [227, 492, 335, 503]
feature-article: [487, 137, 1500, 1491]
author-role: ಸಂಸ್ಕೃತಿ ಚಿಂತಕ: [606, 201, 676, 218]
joke-text: : "ಆಪರೇಷನ್ ಸಕ್ಸಸ್": [173, 225, 250, 237]
letter-salutation: ಮಾನ್ಯರೆ,: [116, 949, 168, 970]
joke-text: : "ವಿದ್ಯುತ್, ಹಾಲು, ಪೆಟ್ರೋಲ್ ಬೆಲೆ ಹೇಳಿ ಪ್ರಜ್ಞೆ ತಪ್ಪಿಸಿ!!": [173, 255, 368, 266]
masthead-date: ಮಂಗಳವಾರ 19 ಜನವರಿ 2021: [170, 323, 391, 345]
laptop-typing-photo: [935, 368, 1203, 580]
letter-headline: ಸಾರ್ವಜನಿಕರ ತೆರಿಗೆ ಹಣ ಸದ್ವಿನಿಯೋಗವಾಗಲಿ...: [146, 641, 415, 721]
joke-header: [99, 161, 463, 220]
hospital-headline-line: 30ರವರೆಗೆ ಉಚಿತ ಹೃದ್ರೋಗ ತಪಾಸಣೆ: [1113, 1545, 1447, 1575]
appeal-article: [483, 1936, 1101, 2030]
editor-name: ಸಂಪಾದಕ: ಎಂ. ಗೋವಿಂದೇಗೌಡ: [199, 376, 332, 391]
